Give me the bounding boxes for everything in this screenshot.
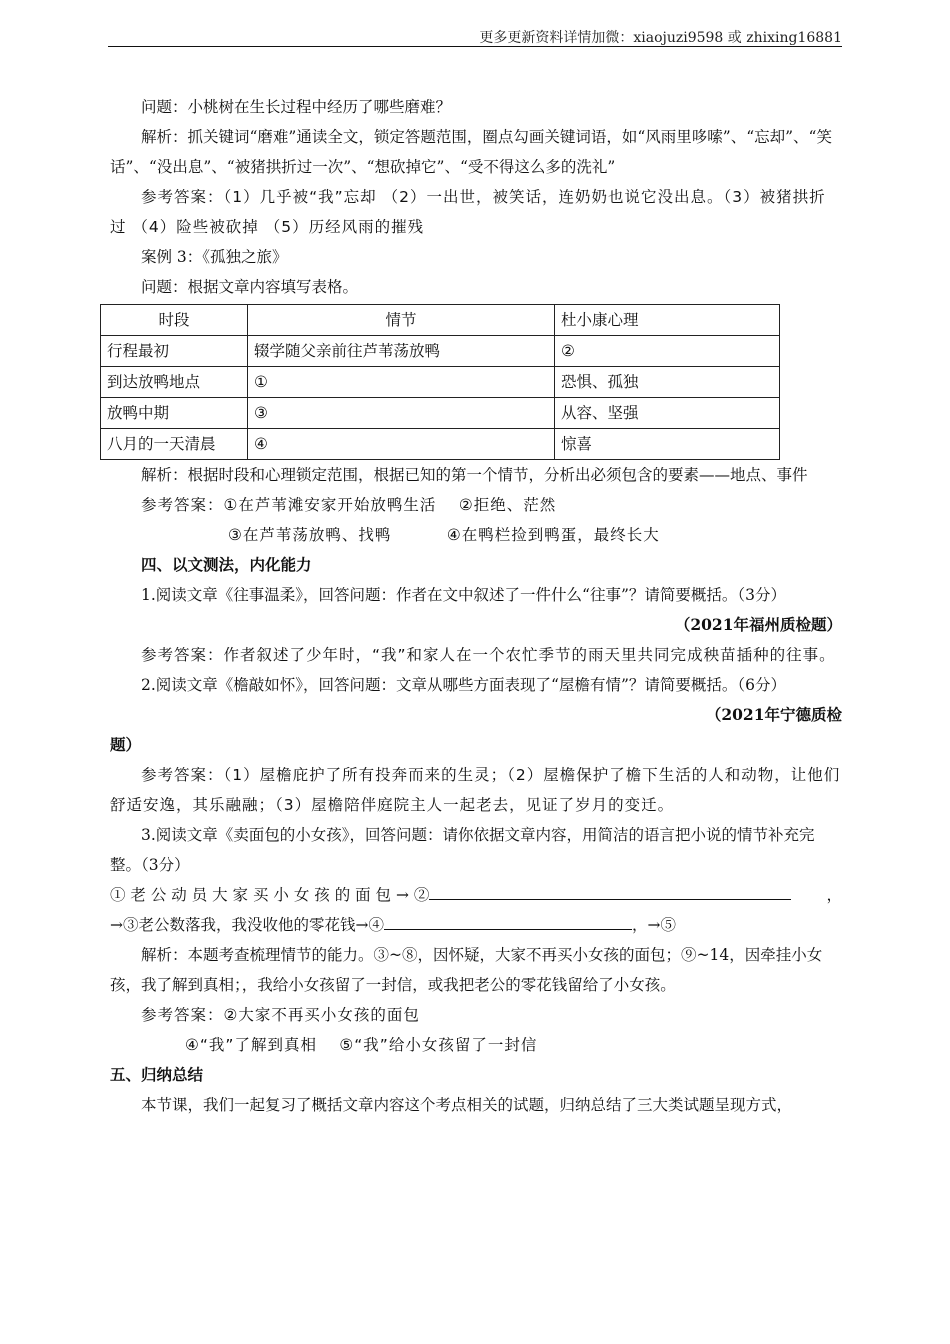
answer-blank[interactable] <box>429 881 791 900</box>
case3-answer-line1: 参考答案：①在芦苇滩安家开始放鸭生活 ②拒绝、茫然 <box>141 496 557 514</box>
case3-question: 问题：根据文章内容填写表格。 <box>141 278 359 296</box>
section4-q3: 3.阅读文章《卖面包的小女孩》，回答问题：请你依据文章内容，用简洁的语言把小说的情节补充完整。（3分） <box>110 826 815 874</box>
section4-q3-answer-line2: ④“我”了解到真相 ⑤“我”给小女孩留了一封信 <box>185 1036 538 1054</box>
case3-answer-line2: ③在芦苇荡放鸭、找鸭 ④在鸭栏捡到鸭蛋，最终长大 <box>228 526 660 544</box>
table-cell: 行程最初 <box>101 336 248 367</box>
q3-chain-line2 <box>110 910 842 940</box>
case2-answer: 参考答案：（1）几乎被“我”忘却 （2）一出世，被笑话，连奶奶也说它没出息。（3）被猪拱折过 （4）险些被砍掉 （5）历经风雨的摧残 <box>110 188 826 236</box>
table-cell: 从容、坚强 <box>555 398 780 429</box>
q3-chain-line1 <box>110 880 842 910</box>
table-header-cell: 情节 <box>248 305 555 336</box>
section4-q2-answer: 参考答案：（1）屋檐庇护了所有投奔而来的生灵；（2）屋檐保护了檐下生活的人和动物，让他们舒适安逸，其乐融融；（3）屋檐陪伴庭院主人一起老去，见证了岁月的变迁。 <box>110 766 841 814</box>
table-row <box>101 367 780 398</box>
section4-q1-answer: 参考答案：作者叙述了少年时，“我”和家人在一个农忙季节的雨天里共同完成秧苗插种的往事。 <box>141 646 836 664</box>
table-cell: ② <box>555 336 780 367</box>
answer-blank[interactable] <box>384 911 632 930</box>
table-cell: ③ <box>248 398 555 429</box>
section5-text: 本节课，我们一起复习了概括文章内容这个考点相关的试题，归纳总结了三大类试题呈现方式， <box>141 1096 793 1114</box>
table-cell: ① <box>248 367 555 398</box>
table-cell: 到达放鸭地点 <box>101 367 248 398</box>
table-cell: ④ <box>248 429 555 460</box>
q3-chain-a-end: ， <box>826 886 842 904</box>
table-cell: 惊喜 <box>555 429 780 460</box>
section4-q2-source-cont: 题） <box>110 735 142 754</box>
table-row <box>101 336 780 367</box>
case2-analysis: 解析：抓关键词“磨难”通读全文，锁定答题范围，圈点勾画关键词语，如“风雨里哆嗦”、“忘却”、“笑话”、“没出息”、“被猪拱折过一次”、“想砍掉它”、“受不得这么多的洗礼” <box>110 128 832 176</box>
section4-q3-analysis: 解析：本题考查梳理情节的能力。③~⑧，因怀疑，大家不再买小女孩的面包；⑨~14，因牵挂小女孩，我了解到真相；，我给小女孩留了一封信，或我把老公的零花钱留给了小女孩。 <box>110 946 823 994</box>
table-cell: 恐惧、孤独 <box>555 367 780 398</box>
case2-question: 问题：小桃树在生长过程中经历了哪些磨难？ <box>141 98 452 116</box>
table-row <box>101 398 780 429</box>
table-header-cell: 杜小康心理 <box>555 305 780 336</box>
section4-q2: 2.阅读文章《檐敲如怀》，回答问题：文章从哪些方面表现了“屋檐有情”？请简要概括。（6分） <box>141 676 787 694</box>
q3-chain-a: ① 老 公 动 员 大 家 买 小 女 孩 的 面 包 → ② <box>110 886 430 904</box>
table-row <box>101 429 780 460</box>
section4-q1: 1.阅读文章《往事温柔》，回答问题：作者在文中叙述了一件什么“往事”？请简要概括。（3分） <box>141 586 787 604</box>
table-cell: 辍学随父亲前往芦苇荡放鸭 <box>248 336 555 367</box>
page-header: 更多更新资料详情加微：xiaojuzi9598 或 zhixing16881 <box>479 30 842 46</box>
table-header-cell: 时段 <box>101 305 248 336</box>
table-cell: 八月的一天清晨 <box>101 429 248 460</box>
section4-title: 四、以文测法，内化能力 <box>141 555 312 574</box>
q3-chain-b-start: →③老公数落我，我没收他的零花钱→④ <box>110 916 384 934</box>
document-body <box>107 92 842 1120</box>
section4-q1-source: （2021年福州质检题） <box>674 615 842 634</box>
case3-title: 案例 3：《孤独之旅》 <box>141 248 288 266</box>
header-rule <box>108 46 842 47</box>
section4-q3-answer-line1: 参考答案：②大家不再买小女孩的面包 <box>141 1006 420 1024</box>
q3-chain-b-end: ，→⑤ <box>631 916 676 934</box>
table-header-row <box>101 305 780 336</box>
section5-title: 五、归纳总结 <box>110 1065 204 1084</box>
table-cell: 放鸭中期 <box>101 398 248 429</box>
case3-table <box>100 304 780 460</box>
section4-q2-source: （2021年宁德质检 <box>705 705 842 724</box>
case3-analysis: 解析：根据时段和心理锁定范围，根据已知的第一个情节，分析出必须包含的要素——地点、事件 <box>141 466 808 484</box>
